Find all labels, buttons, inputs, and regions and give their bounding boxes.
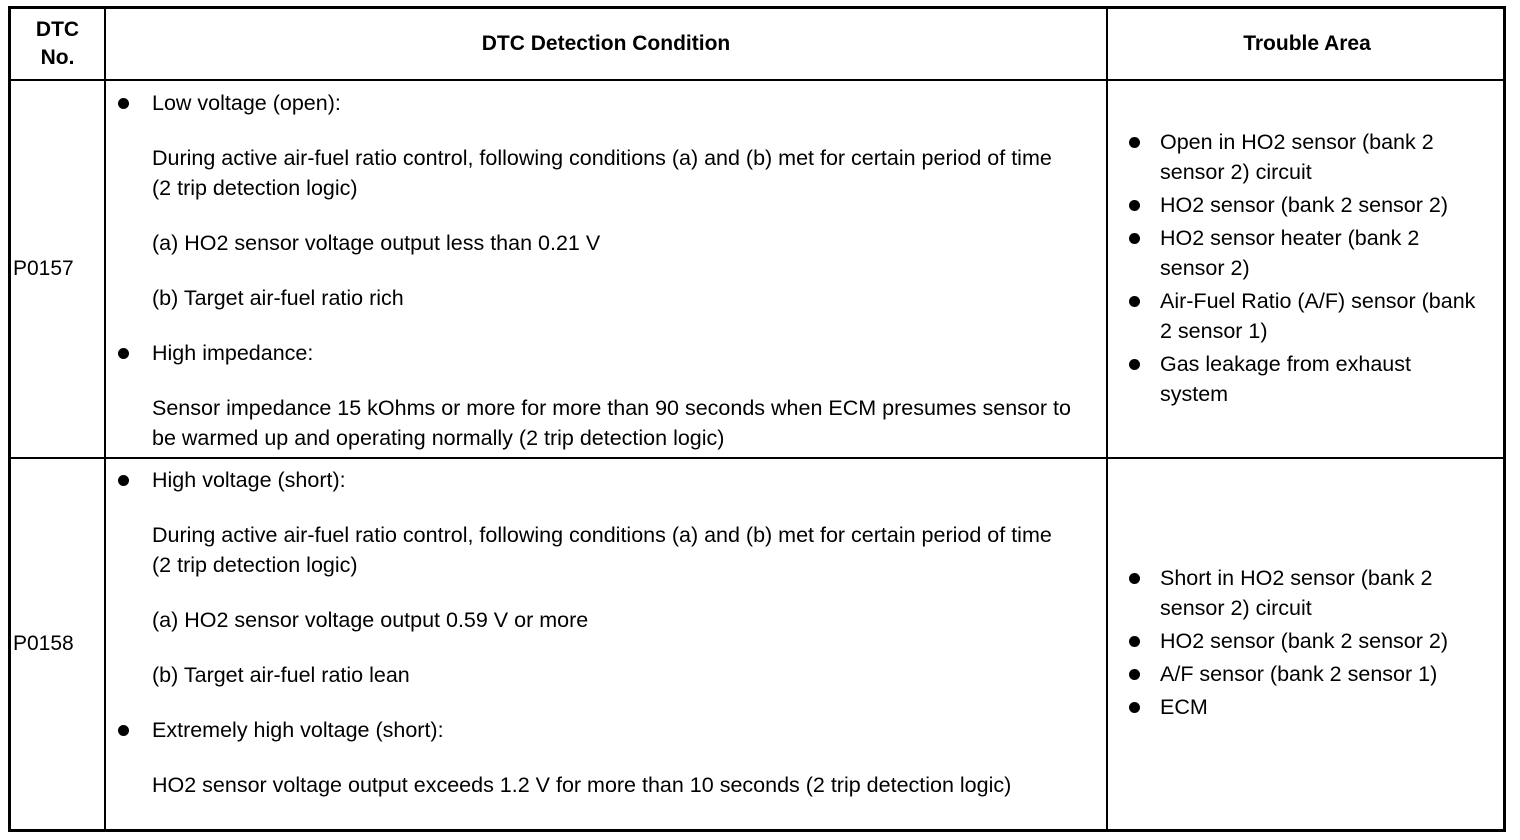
trouble-item: Gas leakage from exhaust system (1108, 349, 1506, 409)
condition-text: During active air-fuel ratio control, following conditions (a) and (b) met for certain period of time (2 trip detection logic) (152, 146, 1052, 200)
condition-text: HO2 sensor voltage output exceeds 1.2 V for more than 10 seconds (2 trip detection logic) (152, 773, 1012, 797)
condition-text: (b) Target air-fuel ratio lean (152, 663, 410, 687)
trouble-cell (1108, 459, 1506, 829)
trouble-cell (1108, 81, 1506, 457)
condition-text: Sensor impedance 15 kOhms or more for more than 90 seconds when ECM presumes sensor to be warmed up and operating normally (2 trip detection logic) (152, 396, 1071, 450)
trouble-item: HO2 sensor (bank 2 sensor 2) (1108, 190, 1506, 220)
trouble-item: ECM (1108, 692, 1506, 722)
trouble-item: Short in HO2 sensor (bank 2 sensor 2) circuit (1108, 563, 1506, 623)
condition-bullet: High impedance: (106, 338, 1104, 368)
trouble-item: Air-Fuel Ratio (A/F) sensor (bank 2 sensor 1) (1108, 286, 1506, 346)
dtc-table (8, 6, 1506, 832)
header-trouble-area: Trouble Area (1243, 32, 1371, 55)
trouble-item: HO2 sensor (bank 2 sensor 2) (1108, 626, 1506, 656)
dtc-code: P0158 (13, 632, 74, 655)
header-condition: DTC Detection Condition (481, 32, 731, 55)
condition-text: (b) Target air-fuel ratio rich (152, 286, 404, 310)
condition-bullet: Extremely high voltage (short): (106, 715, 1104, 745)
condition-text: (a) HO2 sensor voltage output 0.59 V or more (152, 608, 589, 632)
trouble-item: A/F sensor (bank 2 sensor 1) (1108, 659, 1506, 689)
condition-text: (a) HO2 sensor voltage output less than 0.21 V (152, 231, 601, 255)
trouble-item: HO2 sensor heater (bank 2 sensor 2) (1108, 223, 1506, 283)
trouble-item: Open in HO2 sensor (bank 2 sensor 2) circuit (1108, 127, 1506, 187)
condition-cell (106, 88, 1104, 453)
condition-text: During active air-fuel ratio control, following conditions (a) and (b) met for certain period of time (2 trip detection logic) (152, 523, 1052, 577)
condition-bullet: Low voltage (open): (106, 88, 1104, 118)
header-dtc-line1: DTC (35, 18, 80, 41)
dtc-code: P0157 (13, 257, 74, 280)
condition-cell (106, 465, 1104, 800)
header-dtc-no (11, 9, 104, 79)
header-dtc-line2: No. (40, 46, 75, 69)
condition-bullet: High voltage (short): (106, 465, 1104, 495)
